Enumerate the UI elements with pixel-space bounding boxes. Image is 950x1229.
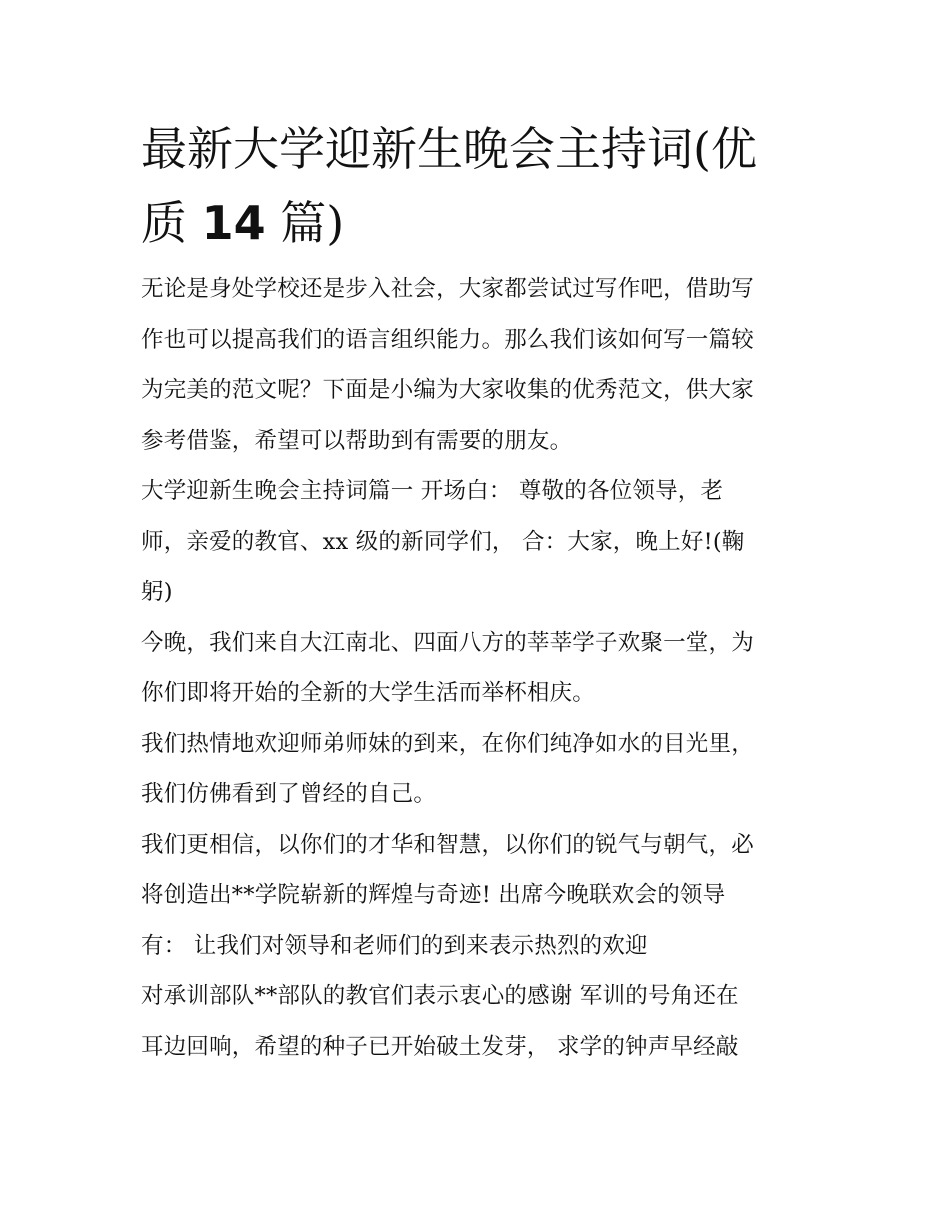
title-line xyxy=(141,186,813,260)
title-text: 篇) xyxy=(280,196,345,250)
title-line: 最新大学迎新生晚会主持词(优 xyxy=(141,122,757,176)
text-line: 对承训部队**部队的教官们表示衷心的感谢 军训的号角还在 xyxy=(141,983,739,1009)
paragraph-thanks xyxy=(141,971,813,1072)
text-line: 耳边回响，希望的种子已开始破土发芽， 求学的钟声早经敲 xyxy=(141,1033,739,1060)
text-line: 作也可以提高我们的语言组织能力。那么我们该如何写一篇较 xyxy=(141,326,754,353)
text-line: 你们即将开始的全新的大学生活而举杯相庆。 xyxy=(141,680,596,706)
text-line: 将创造出**学院崭新的辉煌与奇迹! 出席今晚联欢会的领导 xyxy=(141,882,726,908)
paragraph-intro xyxy=(141,264,813,466)
title-number: 14 xyxy=(201,196,266,250)
text-line: 师，亲爱的教官、xx 级的新同学们， 合：大家，晚上好!(鞠 xyxy=(141,528,745,555)
text-line: 有： 让我们对领导和老师们的到来表示热烈的欢迎 xyxy=(141,932,648,959)
text-line: 无论是身处学校还是步入社会，大家都尝试过写作吧，借助写 xyxy=(141,276,754,302)
text-line: 躬) xyxy=(141,579,173,605)
text-line: 参考借鉴，希望可以帮助到有需要的朋友。 xyxy=(141,427,573,454)
paragraph-tonight xyxy=(141,618,813,719)
text-line: 我们热情地欢迎师弟师妹的到来，在你们纯净如水的目光里， xyxy=(141,730,754,757)
text-line: 我们更相信，以你们的才华和智慧，以你们的锐气与朝气，必 xyxy=(141,831,754,858)
paragraph-welcome xyxy=(141,719,813,820)
text-line: 我们仿佛看到了曾经的自己。 xyxy=(141,781,437,807)
document-page xyxy=(141,112,813,1072)
paragraph-opening xyxy=(141,466,813,618)
title-text: 质 xyxy=(141,196,187,250)
text-line: 大学迎新生晚会主持词篇一 开场白： 尊敬的各位领导，老 xyxy=(141,478,724,504)
paragraph-believe xyxy=(141,820,813,972)
text-line: 今晚，我们来自大江南北、四面八方的莘莘学子欢聚一堂，为 xyxy=(141,629,754,656)
document-title xyxy=(141,112,813,260)
text-line: 为完美的范文呢？下面是小编为大家收集的优秀范文，供大家 xyxy=(141,377,754,403)
